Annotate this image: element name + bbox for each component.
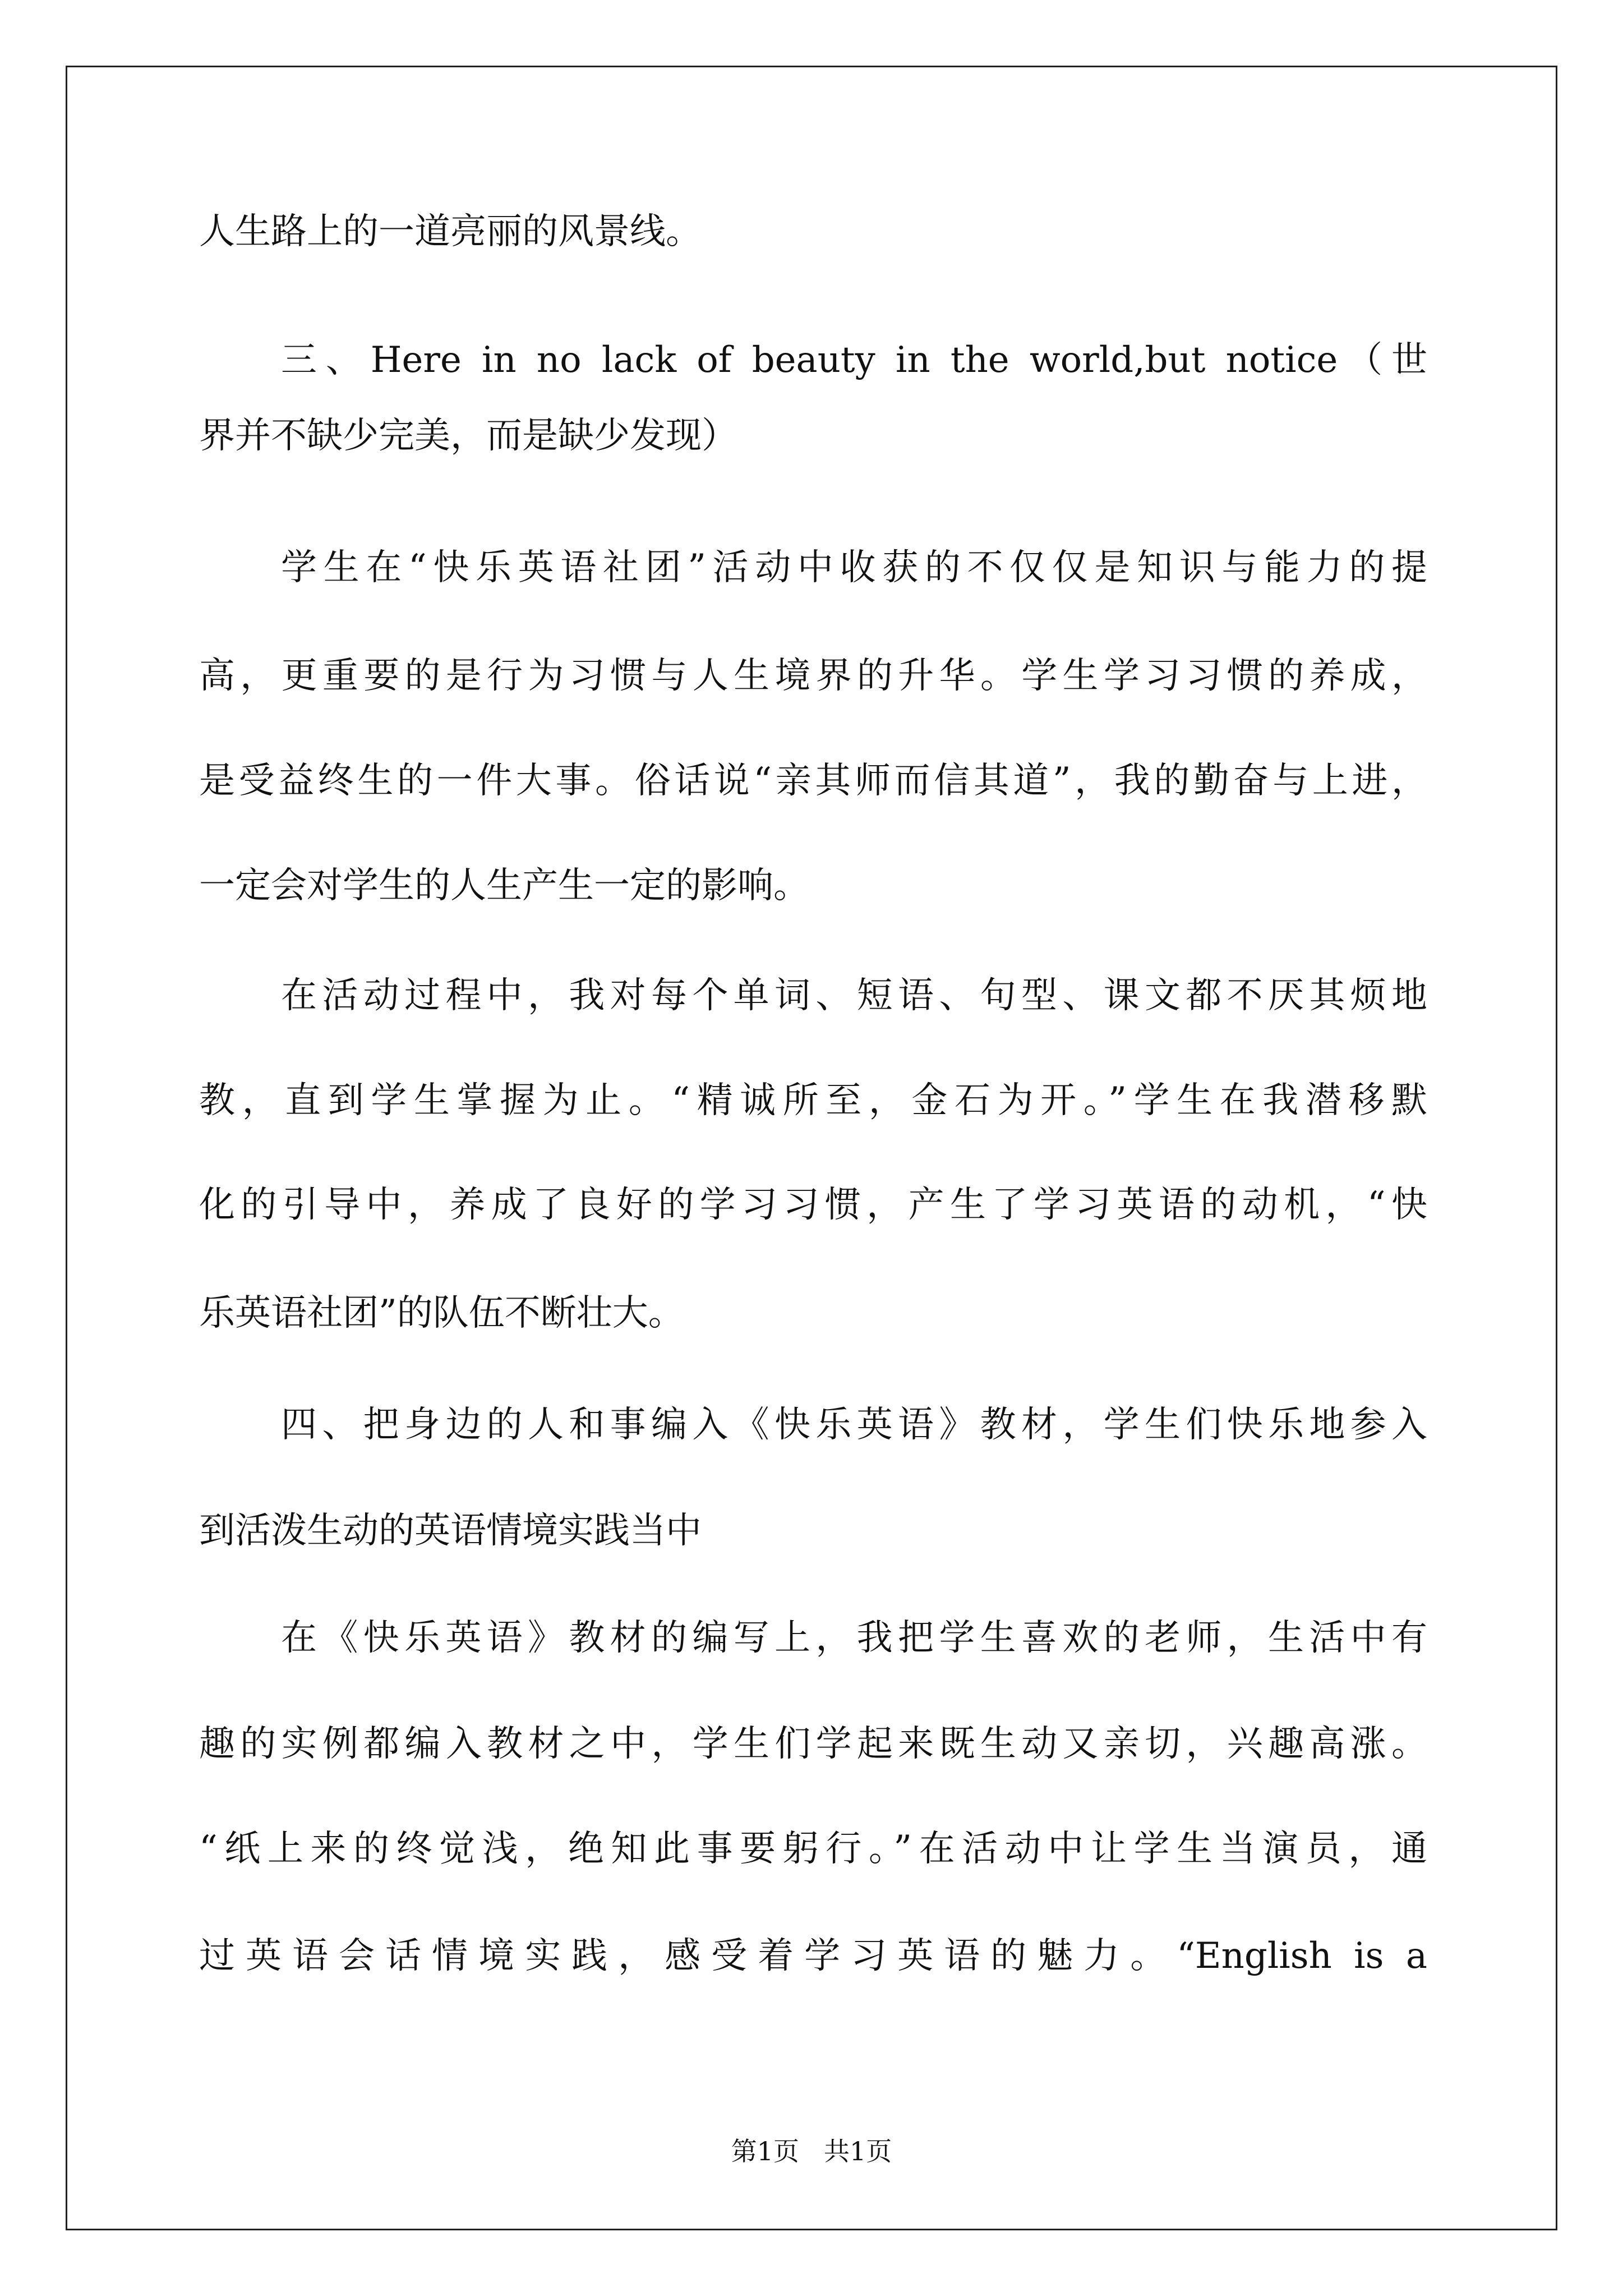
page-footer [0, 2132, 1623, 2171]
text-line: 在《快乐英语》教材的编写上，我把学生喜欢的老师，生活中有 [281, 1617, 1427, 1659]
text-line: 趣的实例都编入教材之中，学生们学起来既生动又亲切，兴趣高涨。 [199, 1723, 1427, 1765]
text-line: 过英语会话情境实践，感受着学习英语的魅力。“English is a [199, 1935, 1427, 1977]
text-line: 一定会对学生的人生产生一定的影响。 [199, 865, 809, 907]
page-number: 第1页 [731, 2136, 800, 2166]
section-heading-3-continued: 界并不缺少完美，而是缺少发现） [199, 415, 737, 457]
text-line: 化的引导中，养成了良好的学习习惯，产生了学习英语的动机，“快 [199, 1184, 1427, 1226]
section-heading-3: 三、Here in no lack of beauty in the world,but notice（世 [281, 339, 1427, 381]
page-border [66, 66, 1557, 2230]
text-line: “纸上来的终觉浅，绝知此事要躬行。”在活动中让学生当演员，通 [199, 1828, 1427, 1870]
text-line: 乐英语社团”的队伍不断壮大。 [199, 1292, 684, 1334]
text-line: 高，更重要的是行为习惯与人生境界的升华。学生学习习惯的养成， [199, 655, 1427, 697]
text-line: 学生在“快乐英语社团”活动中收获的不仅仅是知识与能力的提 [281, 547, 1427, 588]
text-line: 在活动过程中，我对每个单词、短语、句型、课文都不厌其烦地 [281, 975, 1427, 1016]
text-line: 人生路上的一道亮丽的风景线。 [199, 211, 702, 252]
text-line: 是受益终生的一件大事。俗话说“亲其师而信其道”，我的勤奋与上进， [199, 760, 1427, 802]
section-heading-4-continued: 到活泼生动的英语情境实践当中 [199, 1510, 702, 1552]
page-total: 共1页 [823, 2136, 892, 2166]
section-heading-4: 四、把身边的人和事编入《快乐英语》教材，学生们快乐地参入 [281, 1404, 1427, 1446]
text-line: 教，直到学生掌握为止。“精诚所至，金石为开。”学生在我潜移默 [199, 1080, 1427, 1121]
